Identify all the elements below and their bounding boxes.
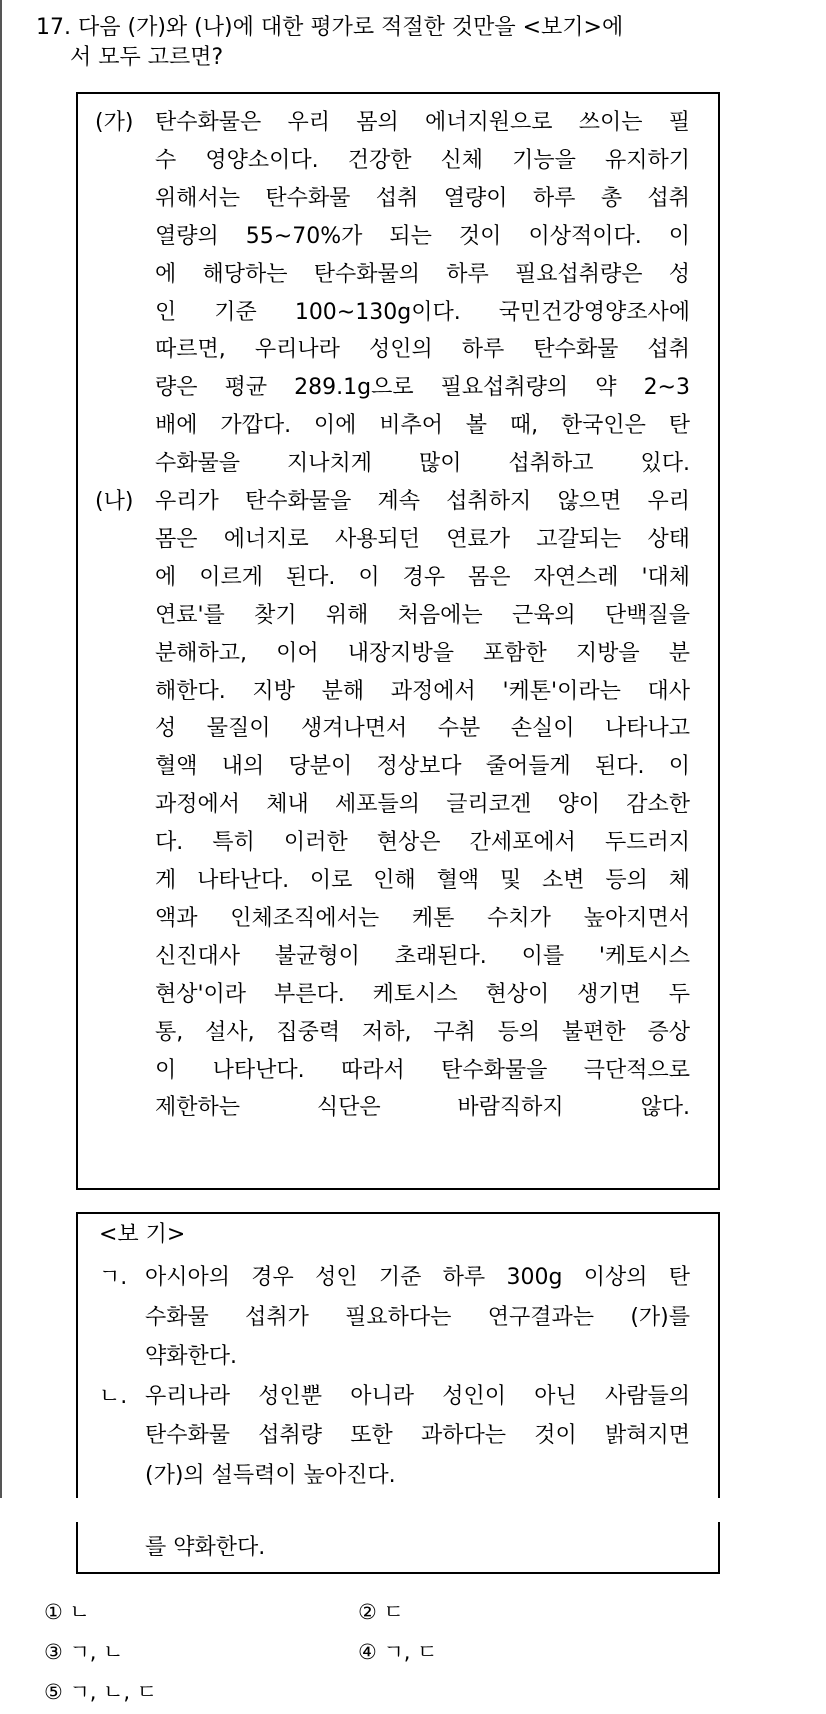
passage-na-line: 분해하고, 이어 내장지방을 포함한 지방을 분 <box>155 640 690 666</box>
passage-na-line: 신진대사 불균형이 초래된다. 이를 '케토시스 <box>155 943 690 969</box>
passage-ga-line: 수화물을 지나치게 많이 섭취하고 있다. <box>155 451 690 477</box>
passage-na-line: 이 나타난다. 따라서 탄수화물을 극단적으로 <box>155 1057 690 1083</box>
bogi-item-line: 약화한다. <box>145 1344 238 1369</box>
passage-na-line: 통, 설사, 집중력 저하, 구취 등의 불편한 증상 <box>155 1019 690 1045</box>
passage-na-line: 에 이르게 된다. 이 경우 몸은 자연스레 '대체 <box>155 564 690 590</box>
bogi-item-line: (가)의 설득력이 높아진다. <box>145 1462 396 1488</box>
passage-na-line: 액과 인체조직에서는 케톤 수치가 높아지면서 <box>155 905 690 931</box>
passage-ga-line: 탄수화물은 우리 몸의 에너지원으로 쓰이는 필 <box>155 110 690 135</box>
bogi-item-label: ㄱ. <box>99 1265 128 1290</box>
passage-ga-line: 따르면, 우리나라 성인의 하루 탄수화물 섭취 <box>155 337 690 363</box>
choice-3[interactable]: ③ ㄱ, ㄴ <box>44 1640 124 1664</box>
passage-ga-line: 열량의 55~70%가 되는 것이 이상적이다. 이 <box>155 223 690 249</box>
passage-label-na: (나) <box>95 489 134 514</box>
bogi-item-line: 아시아의 경우 성인 기준 하루 300g 이상의 탄 <box>145 1265 690 1290</box>
passage-na-line: 게 나타난다. 이로 인해 혈액 및 소변 등의 체 <box>155 868 690 893</box>
passage-na-line: 제한하는 식단은 바람직하지 않다. <box>155 1095 690 1121</box>
passage-ga-line: 인 기준 100~130g이다. 국민건강영양조사에 <box>155 299 690 325</box>
passage-na-line: 현상'이라 부른다. 케토시스 현상이 생기면 두 <box>155 981 690 1007</box>
passage-label-ga: (가) <box>95 110 134 135</box>
passage-ga-line: 배에 가깝다. 이에 비추어 볼 때, 한국인은 탄 <box>155 413 690 439</box>
passage-na-line: 연료'를 찾기 위해 처음에는 근육의 단백질을 <box>155 602 690 628</box>
choice-5[interactable]: ⑤ ㄱ, ㄴ, ㄷ <box>44 1680 158 1704</box>
choice-2[interactable]: ② ㄷ <box>358 1600 404 1624</box>
passage-ga-line: 에 해당하는 탄수화물의 하루 필요섭취량은 성 <box>155 261 690 287</box>
choice-1[interactable]: ① ㄴ <box>44 1600 90 1624</box>
question-stem: 다음 (가)와 (나)에 대한 평가로 적절한 것만을 <보기>에 <box>78 15 624 40</box>
bogi-title: <보 기> <box>99 1222 186 1247</box>
passage-na-line: 혈액 내의 당분이 정상보다 줄어들게 된다. 이 <box>155 754 690 780</box>
bogi-item-line: 수화물 섭취가 필요하다는 연구결과는 (가)를 <box>145 1304 690 1330</box>
page-left-rule <box>0 0 2 1500</box>
question-line-2: 서 모두 고르면? <box>70 45 224 70</box>
passage-ga-line: 수 영양소이다. 건강한 신체 기능을 유지하기 <box>155 147 690 173</box>
bogi-item-line: 우리나라 성인뿐 아니라 성인이 아닌 사람들의 <box>145 1383 690 1409</box>
passage-na-line: 우리가 탄수화물을 계속 섭취하지 않으면 우리 <box>155 489 690 514</box>
page-break-gap <box>0 1498 826 1522</box>
passage-na-line: 성 물질이 생겨나면서 수분 손실이 나타나고 <box>155 716 690 742</box>
passage-na-line: 다. 특히 이러한 현상은 간세포에서 두드러지 <box>155 830 690 856</box>
bogi-tail-line: 를 약화한다. <box>145 1535 266 1560</box>
passage-na-line: 해한다. 지방 분해 과정에서 '케톤'이라는 대사 <box>155 678 690 704</box>
passage-ga-line: 위해서는 탄수화물 섭취 열량이 하루 총 섭취 <box>155 185 690 211</box>
question-line-1 <box>36 13 623 43</box>
passage-na-line: 과정에서 체내 세포들의 글리코겐 양이 감소한 <box>155 792 690 818</box>
passage-na-line: 몸은 에너지로 사용되던 연료가 고갈되는 상태 <box>155 526 690 552</box>
choice-4[interactable]: ④ ㄱ, ㄷ <box>358 1640 438 1664</box>
passage-ga-line: 량은 평균 289.1g으로 필요섭취량의 약 2~3 <box>155 375 690 401</box>
bogi-item-label: ㄴ. <box>99 1383 128 1409</box>
question-number: 17. <box>36 15 71 40</box>
bogi-item-line: 탄수화물 섭취량 또한 과하다는 것이 밝혀지면 <box>145 1423 690 1448</box>
